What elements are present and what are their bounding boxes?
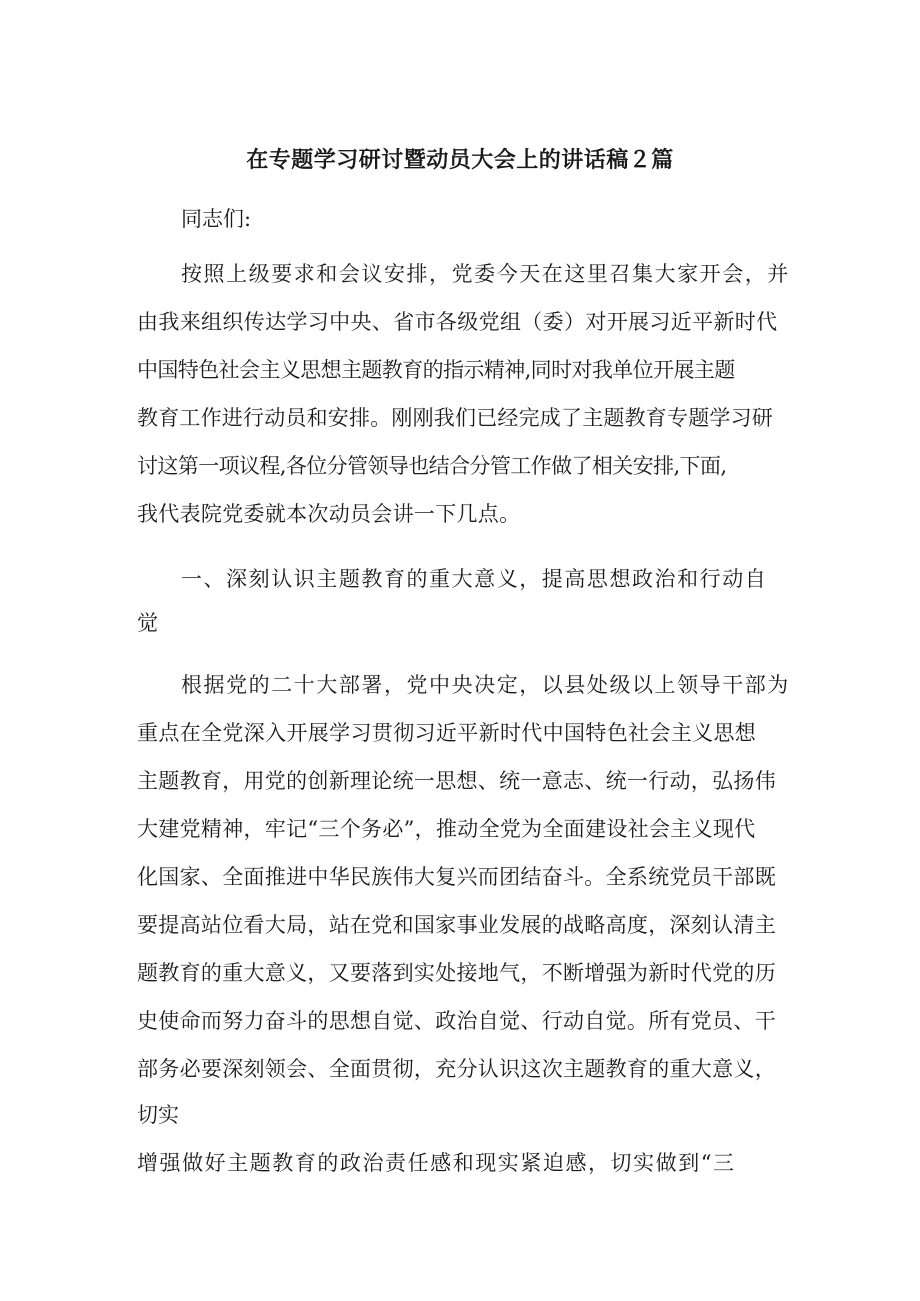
paragraph-2-line: 重点在全党深入开展学习贯彻习近平新时代中国特色社会主义思想 [137, 721, 757, 745]
section-heading-line: 觉 [137, 611, 158, 635]
paragraph-2-line: 史使命而努力奋斗的思想自觉、政治自觉、行动自觉。所有党员、干 [137, 1009, 776, 1033]
paragraph-1-line: 我代表院党委就本次动员会讲一下几点。 [137, 502, 521, 526]
paragraph-1-line: 中国特色社会主义思想主题教育的指示精神,同时对我单位开展主题 [137, 358, 735, 382]
paragraph-2-line: 部务必要深刻领会、全面贯彻，充分认识这次主题教育的重大意义， [137, 1057, 776, 1081]
section-heading-line: 一、深刻认识主题教育的重大意义，提高思想政治和行动自 [181, 567, 768, 591]
paragraph-2-line: 化国家、全面推进中华民族伟大复兴而团结奋斗。全系统党员干部既 [137, 865, 776, 889]
paragraph-2-line: 切实 [137, 1103, 179, 1127]
paragraph-2-line: 根据党的二十大部署，党中央决定，以县处级以上领导干部为 [181, 673, 790, 697]
paragraph-2-line: 要提高站位看大局，站在党和国家事业发展的战略高度，深刻认清主 [137, 913, 776, 937]
paragraph-2-line: 主题教育，用党的创新理论统一思想、统一意志、统一行动，弘扬伟 [137, 769, 776, 793]
paragraph-1-line: 由我来组织传达学习中央、省市各级党组（委）对开展习近平新时代 [137, 310, 778, 334]
paragraph-2-line: 大建党精神，牢记“三个务必”，推动全党为全面建设社会主义现代 [137, 817, 756, 841]
paragraph-1-line: 教育工作进行动员和安排。刚刚我们已经完成了主题教育专题学习研 [137, 406, 773, 430]
paragraph-2-line: 题教育的重大意义，又要落到实处接地气，不断增强为新时代党的历 [137, 961, 776, 985]
paragraph-1-line: 按照上级要求和会议安排，党委今天在这里召集大家开会，并 [181, 262, 790, 286]
salutation: 同志们: [181, 207, 252, 231]
paragraph-1-line: 讨这第一项议程,各位分管领导也结合分管工作做了相关安排,下面, [137, 454, 727, 478]
document-title: 在专题学习研讨暨动员大会上的讲话稿２篇 [246, 148, 674, 173]
paragraph-2-line: 增强做好主题教育的政治责任感和现实紧迫感，切实做到“三 [137, 1151, 736, 1175]
